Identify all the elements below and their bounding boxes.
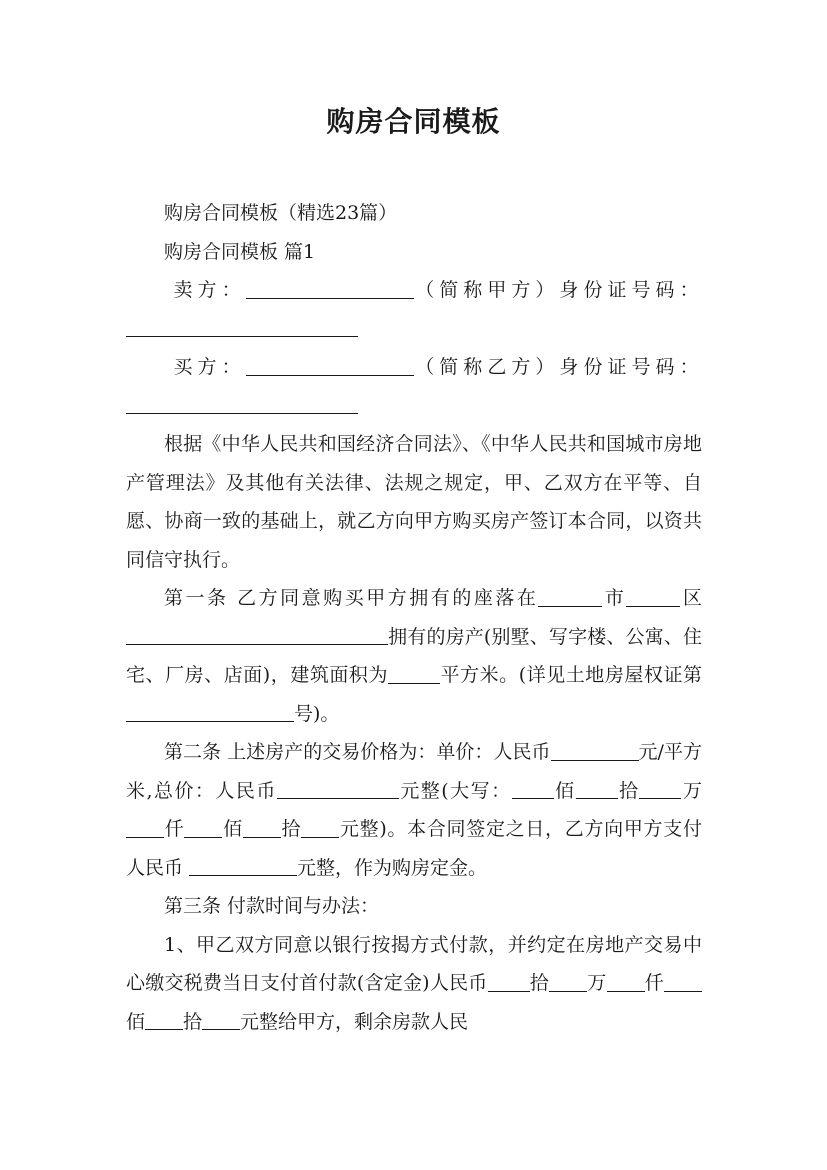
document-title: 购房合同模板 — [326, 105, 501, 138]
section-heading: 购房合同模板 篇1 — [164, 240, 316, 263]
unit-wan: 万 — [681, 779, 702, 802]
article-1-district-label: 区 — [680, 587, 702, 609]
area-blank — [388, 664, 440, 684]
clause-1-blank-1 — [488, 972, 530, 992]
buyer-note: （简称乙方） — [413, 356, 560, 378]
city-blank — [538, 587, 602, 607]
unit-qian: 仟 — [164, 818, 185, 840]
unit-shi: 拾 — [617, 779, 640, 802]
article-2 — [126, 733, 702, 887]
total-price-blank — [277, 779, 399, 799]
unit-shi-2: 拾 — [280, 818, 302, 840]
article-1-area-text: 平方米。(详见土地房屋权证第 — [440, 664, 702, 686]
address-blank — [126, 625, 388, 645]
document-subtitle: 购房合同模板（精选23篇） — [164, 202, 398, 224]
clause-1-blank-5 — [145, 1010, 183, 1030]
buyer-line — [126, 348, 702, 425]
clause-1-blank-6 — [202, 1010, 240, 1030]
article-1-property-text: 拥有的房产(别墅、写字楼、公寓、住宅、厂房、店面)，建筑面积为 — [126, 625, 702, 686]
article-2-uppercase-label: 元整(大写： — [398, 779, 512, 802]
clause-1-blank-3 — [607, 972, 645, 992]
clause-unit-wan: 万 — [587, 972, 607, 994]
article-1 — [126, 579, 702, 733]
buyer-id-label: 身份证号码： — [559, 356, 702, 378]
article-2-end: 元整，作为购房定金。 — [297, 856, 488, 879]
clause-unit-bai: 佰 — [126, 1010, 146, 1033]
clause-1-blank-2 — [549, 972, 587, 992]
document-body — [126, 194, 702, 1041]
upper-blank-2 — [576, 779, 618, 799]
city-blank-2 — [626, 587, 680, 607]
article-1-text: 第一条 乙方同意购买甲方拥有的座落在 — [164, 587, 539, 609]
clause-1-end: 元整给甲方，剩余房款人民 — [240, 1010, 469, 1033]
clause-1-blank-4 — [664, 972, 702, 992]
upper-blank-4 — [126, 818, 164, 838]
clause-unit-qian: 仟 — [644, 972, 664, 994]
article-1-city-label: 市 — [602, 587, 627, 609]
clause-1 — [126, 926, 702, 1042]
clause-unit-shi-2: 拾 — [183, 1010, 203, 1033]
preamble-paragraph: 根据《中华人民共和国经济合同法》、《中华人民共和国城市房地产管理法》及其他有关法律、法规之规定，甲、乙双方在平等、自愿、协商一致的基础上，就乙方向甲方购买房产签订本合同，以资共同信守执行。 — [126, 433, 702, 571]
buyer-name-blank — [246, 356, 414, 376]
upper-blank-5 — [184, 818, 222, 838]
article-2-total-label: 元/平方米,总价：人民币 — [126, 741, 702, 802]
seller-id-label: 身份证号码： — [559, 279, 702, 301]
unit-bai-2: 佰 — [222, 818, 243, 840]
upper-blank-1 — [512, 779, 554, 799]
seller-note: （简称甲方） — [413, 279, 560, 301]
seller-name-blank — [246, 279, 414, 299]
clause-1-text: 1、甲乙双方同意以银行按揭方式付款，并约定在房地产交易中心缴交税费当日支付首付款(含定金)人民币 — [126, 933, 702, 994]
buyer-id-blank — [126, 394, 358, 414]
seller-id-blank — [126, 317, 358, 337]
article-3-heading: 第三条 付款时间与办法： — [164, 895, 380, 917]
upper-blank-7 — [301, 818, 339, 838]
article-2-text: 第二条 上述房产的交易价格为：单价：人民币 — [164, 741, 551, 763]
upper-blank-3 — [639, 779, 681, 799]
deposit-blank — [189, 856, 297, 876]
seller-line — [126, 271, 702, 348]
upper-blank-6 — [243, 818, 281, 838]
certificate-blank — [126, 702, 294, 722]
buyer-label: 买方： — [173, 356, 246, 378]
clause-unit-shi: 拾 — [529, 972, 550, 994]
unit-bai: 佰 — [553, 779, 576, 802]
seller-label: 卖方： — [173, 279, 246, 301]
article-2-deposit-text: 元整)。本合同签定之日，乙方向甲方支付人民币 — [126, 818, 702, 879]
article-1-end: 号)。 — [294, 702, 340, 725]
unit-price-blank — [551, 741, 639, 761]
